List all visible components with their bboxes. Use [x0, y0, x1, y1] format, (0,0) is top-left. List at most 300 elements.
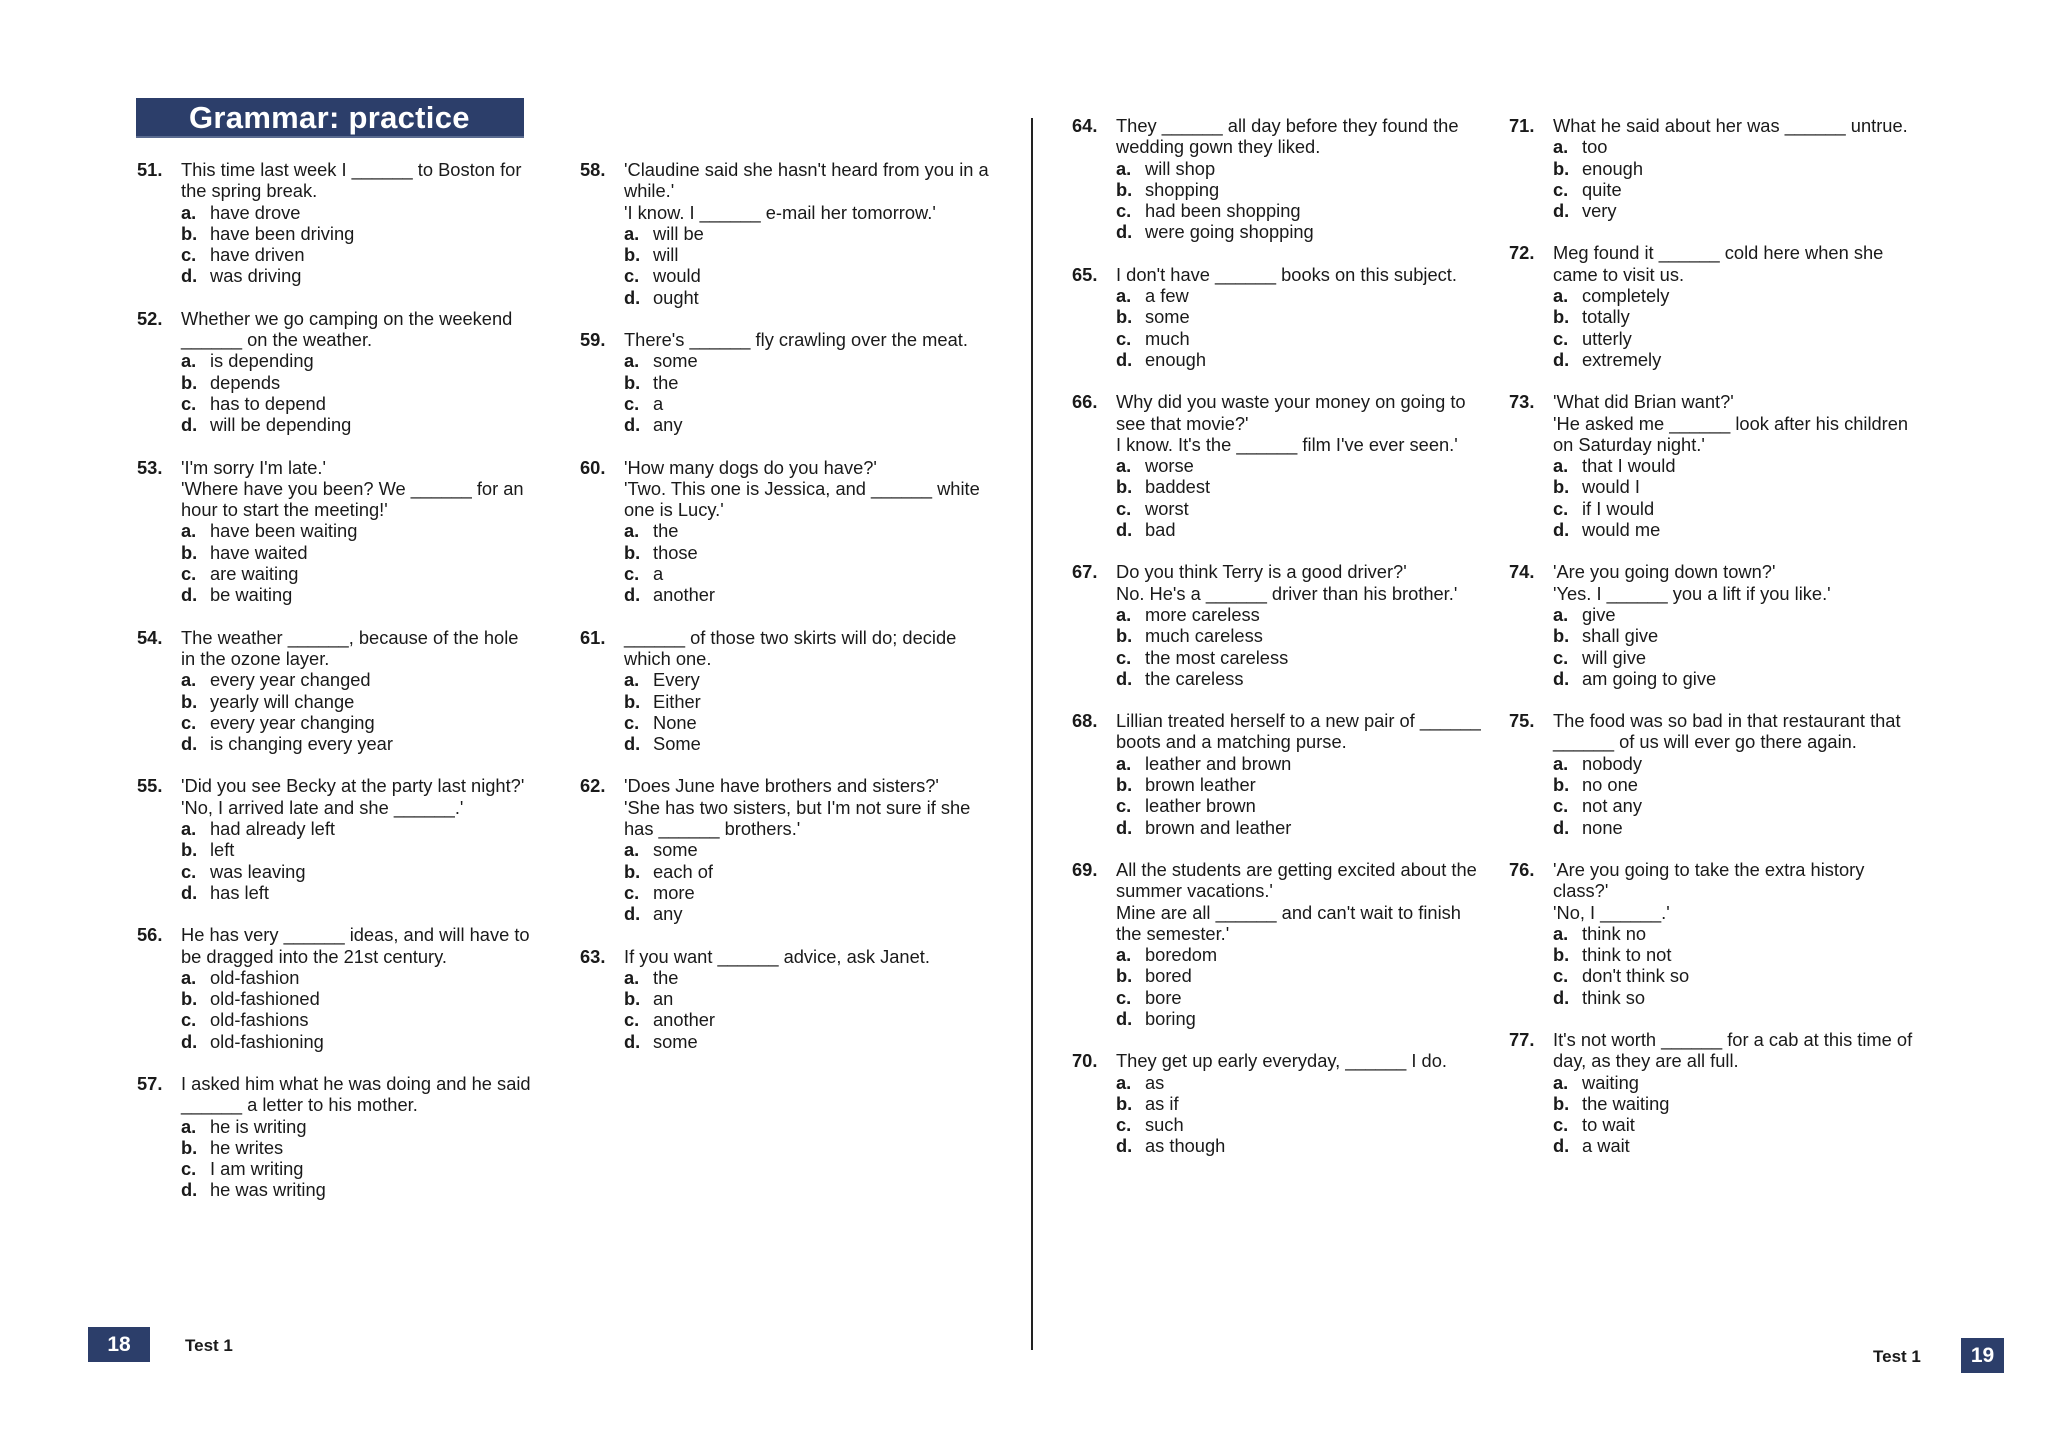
- answer-option: [624, 265, 1000, 286]
- question: [1509, 242, 1919, 370]
- option-letter: c.: [181, 563, 197, 585]
- option-letter: a.: [1553, 136, 1569, 158]
- option-text: give: [1582, 603, 1616, 625]
- question: [1509, 710, 1919, 838]
- answer-option: [1553, 349, 1919, 370]
- question-stem: 'Claudine said she hasn't heard from you in a while.' 'I know. I ______ e-mail her tomorrow.': [624, 159, 989, 223]
- option-letter: d.: [1116, 816, 1133, 838]
- answer-option: [1553, 647, 1919, 668]
- option-letter: a.: [1553, 285, 1569, 307]
- option-text: enough: [1145, 348, 1207, 370]
- option-text: None: [653, 711, 697, 733]
- question-body: [181, 1073, 537, 1201]
- option-letter: c.: [181, 244, 197, 266]
- option-text: a: [653, 392, 664, 414]
- option-text: depends: [210, 371, 281, 393]
- answer-option: [181, 244, 537, 265]
- answer-option: [624, 414, 1000, 435]
- question-number: 74.: [1509, 561, 1535, 583]
- answer-option: [181, 1116, 537, 1137]
- answer-option: [624, 520, 1000, 541]
- question-stem: It's not worth ______ for a cab at this time of day, as they are all full.: [1553, 1028, 1913, 1072]
- question: [1509, 561, 1919, 689]
- question-body: [1116, 264, 1482, 370]
- option-letter: b.: [1553, 1092, 1570, 1114]
- option-letter: d.: [1553, 1135, 1570, 1157]
- answer-option: [624, 563, 1000, 584]
- question-stem: There's ______ fly crawling over the meat.: [624, 329, 968, 351]
- option-letter: a.: [1553, 752, 1569, 774]
- answer-option: [181, 712, 537, 733]
- option-text: boredom: [1145, 944, 1218, 966]
- option-text: not any: [1582, 795, 1642, 817]
- answer-option: [624, 967, 1000, 988]
- answer-option: [181, 520, 537, 541]
- option-letter: b.: [1116, 306, 1133, 328]
- option-text: the: [653, 371, 679, 393]
- option-letter: a.: [1553, 922, 1569, 944]
- answer-option: [624, 988, 1000, 1009]
- option-letter: a.: [181, 350, 197, 372]
- question-number: 76.: [1509, 858, 1535, 880]
- answer-option: [1116, 306, 1482, 327]
- question-number: 65.: [1072, 263, 1098, 285]
- option-letter: b.: [1553, 774, 1570, 796]
- question: [1072, 561, 1482, 689]
- option-text: was driving: [210, 265, 302, 287]
- option-text: think no: [1582, 922, 1647, 944]
- question-number: 60.: [580, 456, 606, 478]
- option-text: boring: [1145, 1007, 1196, 1029]
- answer-option: [1553, 179, 1919, 200]
- question-body: [181, 159, 537, 287]
- option-letter: c.: [1553, 965, 1569, 987]
- option-text: baddest: [1145, 476, 1211, 498]
- option-letter: c.: [1116, 327, 1132, 349]
- option-letter: d.: [181, 584, 198, 606]
- question-body: [624, 946, 1000, 1052]
- option-letter: a.: [624, 520, 640, 542]
- option-letter: c.: [1553, 178, 1569, 200]
- answer-option: [624, 733, 1000, 754]
- question-stem: 'Are you going down town?' 'Yes. I ______ you a lift if you like.': [1553, 561, 1831, 604]
- question-column-4: [1509, 115, 1919, 1178]
- question-stem: 'Does June have brothers and sisters?' 'She has two sisters, but I'm not sure if she has ______ brothers.': [624, 775, 971, 840]
- option-text: a wait: [1582, 1135, 1630, 1157]
- option-letter: d.: [1553, 986, 1570, 1008]
- question-stem: This time last week I ______ to Boston for the spring break.: [181, 159, 522, 202]
- option-letter: d.: [181, 1179, 198, 1201]
- option-letter: b.: [1116, 476, 1133, 498]
- option-text: don't think so: [1582, 965, 1690, 987]
- answer-option: [181, 393, 537, 414]
- question-stem: If you want ______ advice, ask Janet.: [624, 945, 930, 967]
- option-letter: d.: [1116, 348, 1133, 370]
- answer-option: [1116, 1114, 1482, 1135]
- option-text: to wait: [1582, 1114, 1635, 1136]
- question-number: 64.: [1072, 115, 1098, 136]
- answer-option: [181, 839, 537, 860]
- answer-option: [1116, 285, 1482, 306]
- answer-option: [1116, 774, 1482, 795]
- question-body: [1553, 1029, 1919, 1157]
- option-text: quite: [1582, 178, 1622, 200]
- answer-option: [1553, 476, 1919, 497]
- question: [137, 457, 537, 606]
- option-letter: d.: [1116, 519, 1133, 541]
- answer-option: [1553, 987, 1919, 1008]
- answer-option: [624, 861, 1000, 882]
- question-stem: The weather ______, because of the hole in the ozone layer.: [181, 626, 519, 669]
- question-stem: Lillian treated herself to a new pair of ______ boots and a matching purse.: [1116, 710, 1481, 753]
- question: [1509, 1029, 1919, 1157]
- question-number: 63.: [580, 945, 606, 967]
- question: [1072, 1050, 1482, 1156]
- answer-option: [1553, 1114, 1919, 1135]
- question-number: 61.: [580, 626, 606, 648]
- option-text: had already left: [210, 818, 336, 840]
- option-text: has to depend: [210, 392, 326, 414]
- option-letter: c.: [1116, 795, 1132, 817]
- answer-option: [624, 372, 1000, 393]
- option-text: were going shopping: [1145, 221, 1314, 243]
- option-letter: b.: [181, 690, 198, 712]
- question-stem: They get up early everyday, ______ I do.: [1116, 1050, 1447, 1072]
- option-letter: c.: [624, 711, 640, 733]
- option-text: he was writing: [210, 1179, 326, 1201]
- answer-option: [1553, 498, 1919, 519]
- question: [137, 924, 537, 1052]
- option-text: will be: [653, 222, 704, 244]
- option-letter: c.: [1553, 646, 1569, 668]
- option-text: very: [1582, 200, 1617, 222]
- option-letter: b.: [1116, 625, 1133, 647]
- option-letter: a.: [181, 818, 197, 840]
- answer-option: [624, 839, 1000, 860]
- question-body: [1553, 859, 1919, 1008]
- option-text: the: [653, 966, 679, 988]
- page-number-right: 19: [1961, 1338, 2004, 1373]
- option-letter: b.: [1553, 157, 1570, 179]
- option-letter: a.: [181, 520, 197, 542]
- answer-option: [624, 712, 1000, 733]
- question-stem: Do you think Terry is a good driver?' No. He's a ______ driver than his brother.': [1116, 561, 1458, 604]
- answer-option: [1116, 200, 1482, 221]
- option-letter: a.: [1553, 1071, 1569, 1093]
- option-letter: c.: [1553, 1114, 1569, 1136]
- option-letter: c.: [1116, 497, 1132, 519]
- question-number: 52.: [137, 307, 163, 329]
- option-letter: d.: [181, 733, 198, 755]
- answer-option: [181, 1031, 537, 1052]
- option-letter: d.: [624, 733, 641, 755]
- option-text: old-fashioned: [210, 988, 320, 1010]
- question: [137, 775, 537, 903]
- question-number: 66.: [1072, 391, 1098, 413]
- answer-option: [1116, 795, 1482, 816]
- answer-option: [1116, 1093, 1482, 1114]
- option-text: a: [653, 563, 664, 585]
- page-number-left: 18: [88, 1327, 150, 1362]
- option-text: enough: [1582, 157, 1644, 179]
- answer-option: [624, 584, 1000, 605]
- option-letter: c.: [181, 392, 197, 414]
- option-text: as though: [1145, 1135, 1226, 1157]
- option-letter: c.: [1116, 986, 1132, 1008]
- answer-option: [1116, 604, 1482, 625]
- option-text: as if: [1145, 1092, 1179, 1114]
- option-text: are waiting: [210, 563, 299, 585]
- option-text: have been waiting: [210, 520, 358, 542]
- question-stem: ______ of those two skirts will do; decide which one.: [624, 626, 957, 669]
- answer-option: [1116, 965, 1482, 986]
- option-letter: b.: [181, 541, 198, 563]
- option-letter: d.: [1553, 816, 1570, 838]
- option-text: will shop: [1145, 157, 1216, 179]
- option-text: think to not: [1582, 944, 1672, 966]
- option-text: that I would: [1582, 455, 1676, 477]
- answer-option: [181, 691, 537, 712]
- answer-option: [1116, 349, 1482, 370]
- option-text: another: [653, 1009, 716, 1031]
- question: [1072, 710, 1482, 838]
- question-column-3: [1072, 115, 1482, 1178]
- question-body: [1116, 391, 1482, 540]
- answer-option: [1553, 604, 1919, 625]
- question-body: [624, 329, 1000, 435]
- answer-option: [181, 1179, 537, 1200]
- answer-option: [624, 350, 1000, 371]
- question-number: 72.: [1509, 242, 1535, 264]
- question: [1509, 391, 1919, 540]
- option-text: the careless: [1145, 667, 1244, 689]
- option-text: nobody: [1582, 752, 1642, 774]
- option-text: an: [653, 988, 674, 1010]
- question-number: 56.: [137, 924, 163, 946]
- option-text: worse: [1145, 455, 1194, 477]
- answer-option: [181, 372, 537, 393]
- option-text: such: [1145, 1114, 1184, 1136]
- answer-option: [1116, 179, 1482, 200]
- question-stem: He has very ______ ideas, and will have to be dragged into the 21st century.: [181, 924, 530, 967]
- option-text: have drove: [210, 201, 301, 223]
- question-body: [181, 775, 537, 903]
- option-letter: b.: [1553, 306, 1570, 328]
- question-body: [624, 775, 1000, 924]
- option-text: some: [1145, 306, 1190, 328]
- option-letter: b.: [624, 244, 641, 266]
- option-letter: c.: [181, 860, 197, 882]
- option-letter: a.: [1116, 944, 1132, 966]
- option-letter: d.: [181, 881, 198, 903]
- option-letter: d.: [624, 584, 641, 606]
- option-letter: c.: [624, 563, 640, 585]
- option-text: the: [653, 520, 679, 542]
- option-text: had been shopping: [1145, 200, 1301, 222]
- option-letter: c.: [624, 392, 640, 414]
- question-body: [1553, 115, 1919, 221]
- option-letter: b.: [624, 860, 641, 882]
- question: [1072, 391, 1482, 540]
- answer-option: [1553, 136, 1919, 157]
- option-text: some: [653, 1030, 698, 1052]
- question-number: 75.: [1509, 710, 1535, 732]
- option-letter: a.: [181, 1115, 197, 1137]
- question-number: 67.: [1072, 561, 1098, 583]
- option-letter: b.: [1116, 774, 1133, 796]
- option-letter: d.: [624, 414, 641, 436]
- option-letter: b.: [624, 988, 641, 1010]
- question-stem: All the students are getting excited about the summer vacations.' Mine are all ______ and can't wait to finish the semester.': [1116, 858, 1477, 944]
- question: [580, 457, 1000, 606]
- option-text: completely: [1582, 285, 1670, 307]
- option-text: shopping: [1145, 178, 1220, 200]
- answer-option: [1553, 1135, 1919, 1156]
- option-text: old-fashions: [210, 1009, 309, 1031]
- answer-option: [181, 1009, 537, 1030]
- answer-option: [624, 669, 1000, 690]
- option-letter: d.: [1116, 221, 1133, 243]
- option-letter: a.: [624, 966, 640, 988]
- question-body: [1116, 859, 1482, 1029]
- question-number: 69.: [1072, 858, 1098, 880]
- question: [137, 1073, 537, 1201]
- option-letter: d.: [1116, 1135, 1133, 1157]
- option-letter: c.: [181, 1158, 197, 1180]
- option-text: have been driving: [210, 222, 355, 244]
- answer-option: [1116, 498, 1482, 519]
- option-letter: d.: [1116, 1007, 1133, 1029]
- option-text: Every: [653, 669, 700, 691]
- option-text: utterly: [1582, 327, 1632, 349]
- option-letter: a.: [1116, 455, 1132, 477]
- answer-option: [1553, 965, 1919, 986]
- page-divider: [1031, 118, 1033, 1350]
- question-stem: 'Did you see Becky at the party last night?' 'No, I arrived late and she ______.': [181, 775, 525, 818]
- question: [1509, 115, 1919, 221]
- answer-option: [181, 733, 537, 754]
- answer-option: [181, 669, 537, 690]
- question-stem: 'How many dogs do you have?' 'Two. This one is Jessica, and ______ white one is Lucy.': [624, 456, 980, 521]
- option-letter: d.: [181, 414, 198, 436]
- option-letter: b.: [1116, 1092, 1133, 1114]
- option-text: would I: [1582, 476, 1640, 498]
- option-text: old-fashioning: [210, 1030, 324, 1052]
- option-letter: d.: [1553, 667, 1570, 689]
- answer-option: [1116, 753, 1482, 774]
- option-letter: c.: [181, 1009, 197, 1031]
- answer-option: [181, 265, 537, 286]
- option-text: ought: [653, 286, 699, 308]
- option-letter: a.: [1553, 455, 1569, 477]
- option-text: waiting: [1582, 1071, 1639, 1093]
- option-letter: d.: [1553, 200, 1570, 222]
- answer-option: [1553, 753, 1919, 774]
- answer-option: [1116, 455, 1482, 476]
- answer-option: [181, 202, 537, 223]
- option-text: some: [653, 350, 698, 372]
- option-text: think so: [1582, 986, 1646, 1008]
- option-letter: a.: [1116, 752, 1132, 774]
- answer-option: [1553, 328, 1919, 349]
- question-body: [181, 457, 537, 606]
- answer-option: [1553, 944, 1919, 965]
- answer-option: [1116, 817, 1482, 838]
- question-number: 59.: [580, 329, 606, 351]
- answer-option: [1116, 944, 1482, 965]
- question-number: 51.: [137, 159, 163, 180]
- option-text: worst: [1145, 497, 1189, 519]
- option-text: be waiting: [210, 584, 293, 606]
- question-number: 62.: [580, 775, 606, 797]
- option-text: leather brown: [1145, 795, 1256, 817]
- question: [580, 775, 1000, 924]
- section-title: Grammar: practice: [136, 98, 524, 138]
- question-number: 77.: [1509, 1028, 1535, 1050]
- answer-option: [1116, 476, 1482, 497]
- option-text: bore: [1145, 986, 1182, 1008]
- answer-option: [181, 350, 537, 371]
- question: [1509, 859, 1919, 1008]
- question-body: [181, 924, 537, 1052]
- answer-option: [1116, 987, 1482, 1008]
- question-stem: The food was so bad in that restaurant that ______ of us will ever go there again.: [1553, 710, 1901, 753]
- answer-option: [1553, 795, 1919, 816]
- option-text: a few: [1145, 285, 1189, 307]
- option-letter: a.: [1116, 285, 1132, 307]
- question-body: [1553, 710, 1919, 838]
- answer-option: [1116, 1008, 1482, 1029]
- option-text: Either: [653, 690, 701, 712]
- question: [580, 946, 1000, 1052]
- answer-option: [181, 1137, 537, 1158]
- option-letter: b.: [1553, 944, 1570, 966]
- question: [580, 329, 1000, 435]
- question-stem: I asked him what he was doing and he said ______ a letter to his mother.: [181, 1072, 531, 1116]
- question-body: [1116, 1050, 1482, 1156]
- option-text: have driven: [210, 244, 305, 266]
- question-body: [624, 457, 1000, 606]
- option-text: left: [210, 839, 235, 861]
- option-letter: c.: [1116, 646, 1132, 668]
- option-text: the waiting: [1582, 1092, 1670, 1114]
- answer-option: [1553, 668, 1919, 689]
- option-letter: d.: [181, 265, 198, 287]
- question-number: 55.: [137, 775, 163, 797]
- answer-option: [624, 542, 1000, 563]
- option-letter: b.: [624, 541, 641, 563]
- answer-option: [624, 287, 1000, 308]
- question-number: 70.: [1072, 1050, 1098, 1072]
- option-text: he is writing: [210, 1115, 307, 1137]
- option-text: every year changing: [210, 711, 375, 733]
- answer-option: [624, 1031, 1000, 1052]
- option-text: none: [1582, 816, 1623, 838]
- answer-option: [181, 1158, 537, 1179]
- question-number: 58.: [580, 159, 606, 180]
- question-number: 71.: [1509, 115, 1535, 136]
- question-number: 68.: [1072, 710, 1098, 732]
- answer-option: [181, 584, 537, 605]
- question-body: [1553, 391, 1919, 540]
- question-body: [181, 627, 537, 755]
- option-text: each of: [653, 860, 713, 882]
- option-text: every year changed: [210, 669, 371, 691]
- option-letter: c.: [1553, 327, 1569, 349]
- option-letter: a.: [181, 669, 197, 691]
- option-letter: b.: [181, 222, 198, 244]
- option-letter: a.: [1116, 157, 1132, 179]
